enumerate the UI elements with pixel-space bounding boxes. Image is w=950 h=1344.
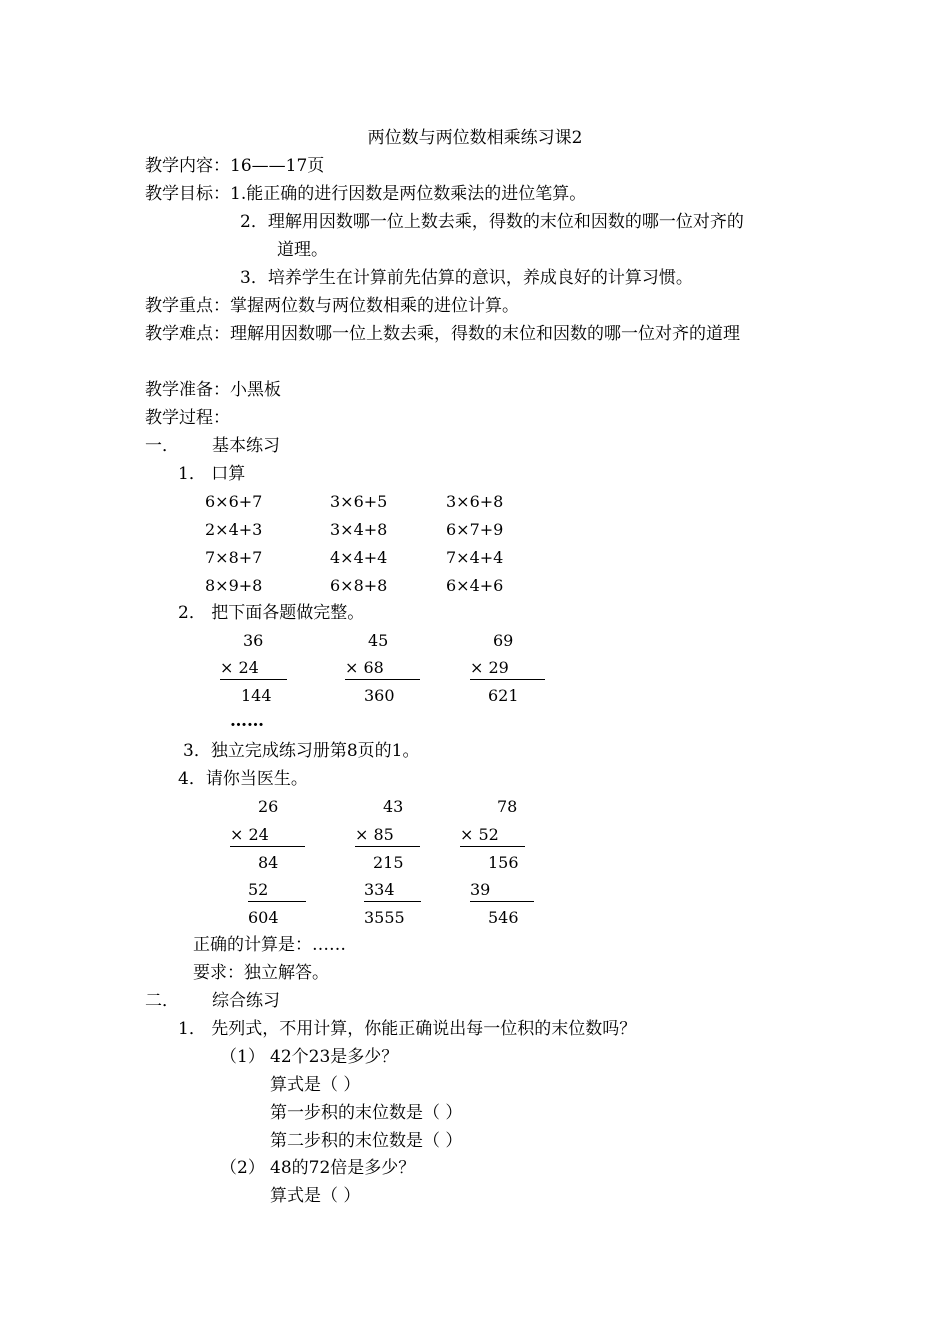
teaching-goal-3: 3．培养学生在计算前先估算的意识，养成良好的计算习惯。	[240, 268, 693, 288]
mental-calc: 6×7+9	[446, 520, 504, 539]
multiplicand: 78	[497, 797, 518, 816]
question-1: 42个23是多少？	[270, 1047, 399, 1067]
mental-calc: 3×6+5	[330, 492, 388, 511]
partial-product-2: 52	[248, 880, 306, 902]
question-2: 48的72倍是多少？	[270, 1158, 416, 1178]
question-2-formula: 算式是（ ）	[270, 1186, 361, 1206]
multiplicand: 69	[493, 631, 514, 650]
final-product: 604	[248, 908, 279, 927]
teaching-goal-1: 教学目标：1.能正确的进行因数是两位数乘法的进位笔算。	[145, 184, 587, 204]
ellipsis: ……	[230, 711, 264, 731]
section2-number: 二．	[145, 991, 179, 1011]
multiplier-row: × 85	[355, 825, 420, 847]
requirement: 要求：独立解答。	[193, 963, 329, 983]
question-1-step1: 第一步积的末位数是（ ）	[270, 1103, 463, 1123]
final-product: 546	[488, 908, 519, 927]
multiplier-row: × 68	[345, 658, 420, 680]
teaching-difficulty: 教学难点：理解用因数哪一位上数去乘，得数的末位和因数的哪一位对齐的道理	[145, 324, 740, 344]
partial-product-2: 334	[364, 880, 421, 902]
question-1-step2: 第二步积的末位数是（ ）	[270, 1131, 463, 1151]
question-2-label: （2）	[220, 1158, 265, 1178]
section2-heading: 综合练习	[212, 991, 280, 1011]
teaching-goal-2-cont: 道理。	[277, 240, 328, 260]
multiplier-row: × 24	[230, 825, 305, 847]
teaching-preparation: 教学准备：小黑板	[145, 380, 281, 400]
teaching-goal-2: 2．理解用因数哪一位上数去乘，得数的末位和因数的哪一位对齐的	[240, 212, 744, 232]
partial-product: 621	[488, 686, 519, 705]
mental-calc: 6×6+7	[205, 492, 263, 511]
section1-item2: 2． 把下面各题做完整。	[178, 603, 365, 623]
partial-product-2: 39	[470, 880, 534, 902]
partial-product: 144	[241, 686, 272, 705]
question-1-formula: 算式是（ ）	[270, 1075, 361, 1095]
partial-product-1: 84	[258, 853, 279, 872]
multiplier-row: × 29	[470, 658, 545, 680]
multiplicand: 36	[243, 631, 264, 650]
section1-heading: 基本练习	[212, 436, 280, 456]
section1-item4: 4．请你当医生。	[178, 769, 308, 789]
multiplier-row: × 52	[460, 825, 525, 847]
question-1-label: （1）	[220, 1047, 265, 1067]
mental-calc: 6×4+6	[446, 576, 504, 595]
mental-calc: 7×8+7	[205, 548, 263, 567]
mental-calc: 7×4+4	[446, 548, 504, 567]
page-title: 两位数与两位数相乘练习课2	[367, 128, 583, 148]
mental-calc: 3×4+8	[330, 520, 388, 539]
teaching-process: 教学过程：	[145, 408, 230, 428]
multiplicand: 43	[383, 797, 404, 816]
multiplicand: 45	[368, 631, 389, 650]
section1-item3: 3．独立完成练习册第8页的1。	[183, 741, 420, 761]
partial-product-1: 156	[488, 853, 519, 872]
section1-number: 一．	[145, 436, 179, 456]
mental-calc: 3×6+8	[446, 492, 504, 511]
final-product: 3555	[364, 908, 405, 927]
section1-item1: 1． 口算	[178, 464, 246, 484]
teaching-content: 教学内容：16——17页	[145, 156, 325, 176]
mental-calc: 8×9+8	[205, 576, 263, 595]
teaching-key-point: 教学重点：掌握两位数与两位数相乘的进位计算。	[145, 296, 519, 316]
correct-calculation: 正确的计算是：……	[193, 935, 346, 955]
partial-product-1: 215	[373, 853, 404, 872]
mental-calc: 6×8+8	[330, 576, 388, 595]
mental-calc: 2×4+3	[205, 520, 263, 539]
partial-product: 360	[364, 686, 395, 705]
section2-item1: 1． 先列式，不用计算，你能正确说出每一位积的末位数吗？	[178, 1019, 637, 1039]
mental-calc: 4×4+4	[330, 548, 388, 567]
multiplicand: 26	[258, 797, 279, 816]
multiplier-row: × 24	[220, 658, 287, 680]
